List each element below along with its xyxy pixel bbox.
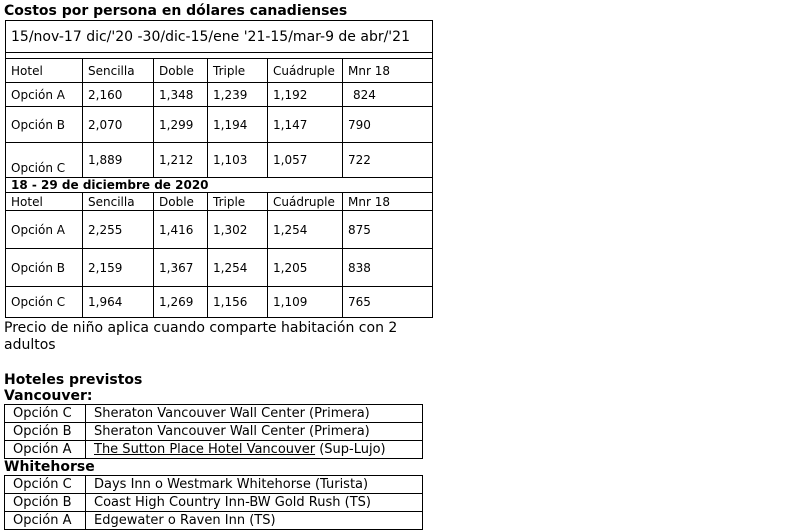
option-cell: Opción B xyxy=(5,494,86,512)
price-cell: 722 xyxy=(343,143,433,178)
hotel-category: (Sup-Lujo) xyxy=(315,442,386,457)
price-cell: 765 xyxy=(343,287,433,318)
column-header: Triple xyxy=(208,59,268,83)
hotel-name-cell: Days Inn o Westmark Whitehorse (Turista) xyxy=(86,476,423,494)
price-cell: 2,255 xyxy=(83,211,154,249)
hotel-name-cell: Edgewater o Raven Inn (TS) xyxy=(86,512,423,530)
price-cell: 2,160 xyxy=(83,83,154,107)
price-cell: 1,239 xyxy=(208,83,268,107)
price-cell: 2,070 xyxy=(83,107,154,143)
column-header: Hotel xyxy=(6,193,83,211)
hotel-cell: Opción B xyxy=(6,249,83,287)
price-cell: 1,156 xyxy=(208,287,268,318)
price-cell: 1,057 xyxy=(268,143,343,178)
column-header: Doble xyxy=(154,59,208,83)
price-cell: 1,194 xyxy=(208,107,268,143)
price-cell: 2,159 xyxy=(83,249,154,287)
price-cell: 1,254 xyxy=(208,249,268,287)
price-cell: 1,367 xyxy=(154,249,208,287)
document-page xyxy=(4,3,434,530)
table-row xyxy=(6,107,433,143)
option-cell: Opción A xyxy=(5,512,86,530)
option-cell: Opción B xyxy=(5,423,86,441)
table-row xyxy=(6,249,433,287)
table-row xyxy=(5,512,423,530)
hotels-table-whitehorse xyxy=(4,475,423,530)
period-1-heading: 15/nov-17 dic/'20 -30/dic-15/ene '21-15/mar-9 de abr/'21 xyxy=(6,21,433,53)
hotel-cell: Opción C xyxy=(6,287,83,318)
price-cell: 1,964 xyxy=(83,287,154,318)
hotel-name-cell: Coast High Country Inn-BW Gold Rush (TS) xyxy=(86,494,423,512)
hotel-cell: Opción B xyxy=(6,107,83,143)
hotel-name-cell: Sheraton Vancouver Wall Center (Primera) xyxy=(86,405,423,423)
table-row xyxy=(5,476,423,494)
hotel-cell: Opción A xyxy=(6,211,83,249)
price-cell: 1,212 xyxy=(154,143,208,178)
price-cell: 838 xyxy=(343,249,433,287)
hotel-cell: Opción C xyxy=(6,143,83,178)
price-table xyxy=(5,20,433,318)
table-row xyxy=(6,143,433,178)
column-header: Cuádruple xyxy=(268,193,343,211)
table-row xyxy=(5,405,423,423)
price-cell: 1,416 xyxy=(154,211,208,249)
option-cell: Opción C xyxy=(5,405,86,423)
column-header: Sencilla xyxy=(83,59,154,83)
city-heading-whitehorse: Whitehorse xyxy=(4,459,95,475)
price-cell: 1,889 xyxy=(83,143,154,178)
column-header: Doble xyxy=(154,193,208,211)
price-cell: 1,192 xyxy=(268,83,343,107)
price-cell: 1,147 xyxy=(268,107,343,143)
table-row xyxy=(6,83,433,107)
table-row xyxy=(5,441,423,459)
option-cell: Opción A xyxy=(5,441,86,459)
table-row xyxy=(6,211,433,249)
price-cell: 1,302 xyxy=(208,211,268,249)
page-title: Costos por persona en dólares canadienses xyxy=(4,3,348,19)
column-header: Sencilla xyxy=(83,193,154,211)
price-cell: 1,269 xyxy=(154,287,208,318)
city-heading-vancouver: Vancouver: xyxy=(4,388,93,404)
price-cell: 1,103 xyxy=(208,143,268,178)
price-cell: 1,205 xyxy=(268,249,343,287)
hotels-heading: Hoteles previstos xyxy=(4,372,143,388)
price-cell: 1,348 xyxy=(154,83,208,107)
hotel-cell: Opción A xyxy=(6,83,83,107)
price-cell: 1,254 xyxy=(268,211,343,249)
price-cell: 824 xyxy=(343,83,433,107)
column-header: Triple xyxy=(208,193,268,211)
child-price-note: Precio de niño aplica cuando comparte habitación con 2 adultos xyxy=(4,320,398,353)
table-header-row xyxy=(6,59,433,83)
price-cell: 1,109 xyxy=(268,287,343,318)
price-cell: 875 xyxy=(343,211,433,249)
column-header: Cuádruple xyxy=(268,59,343,83)
option-cell: Opción C xyxy=(5,476,86,494)
period-2-heading: 18 - 29 de diciembre de 2020 xyxy=(6,178,433,193)
table-row xyxy=(5,423,423,441)
column-header: Mnr 18 xyxy=(343,193,433,211)
table-header-row xyxy=(6,193,433,211)
price-cell: 790 xyxy=(343,107,433,143)
column-header: Hotel xyxy=(6,59,83,83)
hotel-name-link-text: The Sutton Place Hotel Vancouver xyxy=(94,442,316,457)
hotel-name-cell xyxy=(86,441,423,459)
price-cell: 1,299 xyxy=(154,107,208,143)
table-row xyxy=(5,494,423,512)
hotels-table-vancouver xyxy=(4,404,423,459)
column-header: Mnr 18 xyxy=(343,59,433,83)
hotel-name-cell: Sheraton Vancouver Wall Center (Primera) xyxy=(86,423,423,441)
table-row xyxy=(6,287,433,318)
